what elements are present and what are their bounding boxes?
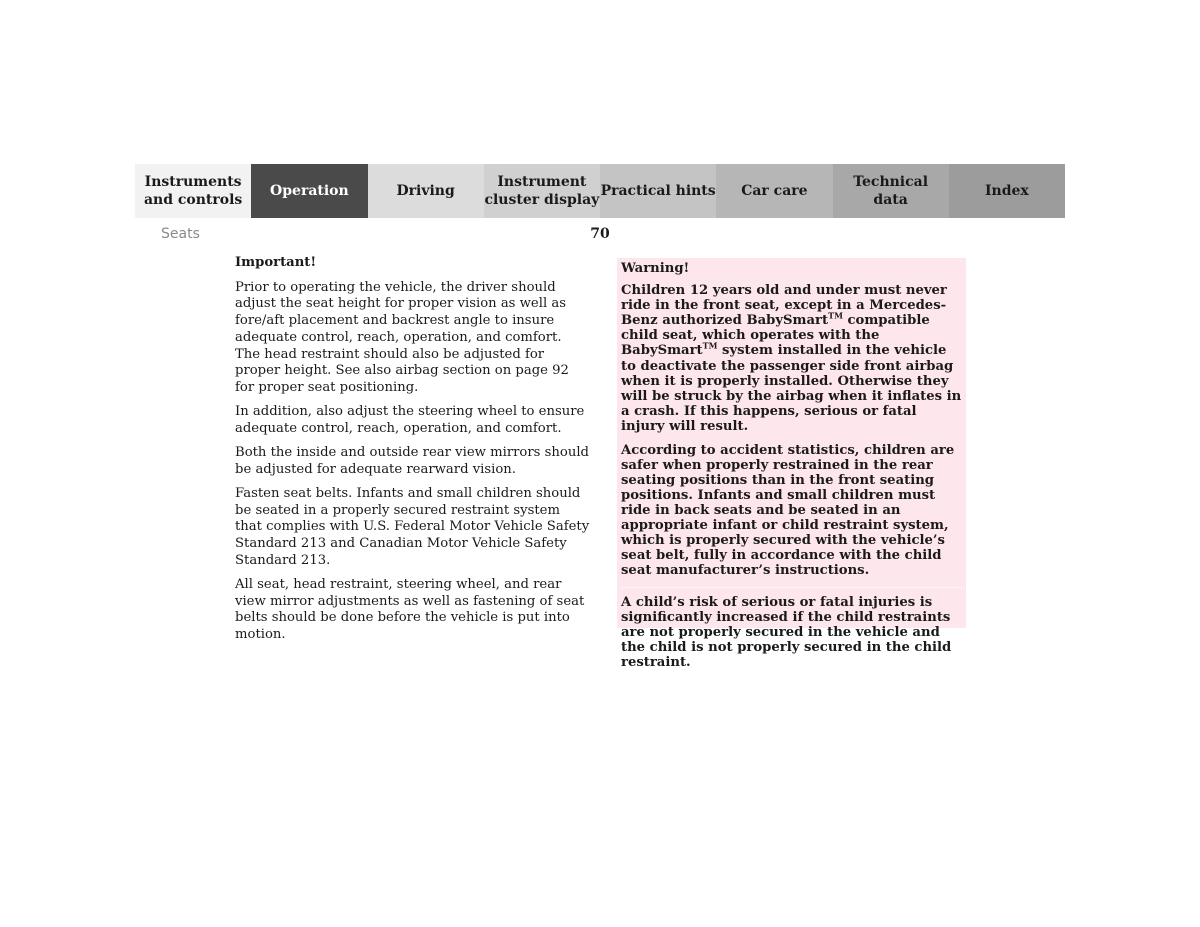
chapter-tab-bar [135, 164, 1065, 218]
paragraph: Fasten seat belts. Infants and small children should be seated in a properly secured restraint system that complies with U.S. Federal Motor Vehicle Safety Standard 213 and Canadian Motor Vehicle Safety Standard 213. [235, 485, 590, 568]
section-title: Seats [161, 226, 200, 242]
paragraph: Prior to operating the vehicle, the driver should adjust the seat height for proper vision as well as fore/aft placement and backrest angle to insure adequate control, reach, operation, and comfort. The head restraint should also be adjusted for proper height. See also airbag section on page 92 for proper seat positioning. [235, 279, 569, 395]
warning-box [617, 258, 966, 671]
tab-driving[interactable]: Driving [368, 164, 484, 218]
tab-instruments-and-controls[interactable]: Instruments and controls [135, 164, 251, 218]
tab-car-care[interactable]: Car care [716, 164, 832, 218]
warning-paragraph: A child’s risk of serious or fatal injuries is significantly increased if the child restraints are not properly secured in the vehicle and the child is not properly secured in the child restraint. [621, 594, 952, 671]
paragraph: All seat, head restraint, steering wheel, and rear view mirror adjustments as well as fastening of seat belts should be done before the vehicle is put into motion. [235, 576, 585, 643]
tab-practical-hints[interactable]: Practical hints [600, 164, 716, 218]
trademark-symbol: TM [702, 341, 718, 352]
main-text-column [235, 255, 590, 651]
page-number: 70 [590, 226, 610, 242]
warning-title: Warning! [621, 261, 690, 276]
warning-paragraph [621, 283, 962, 434]
paragraph: In addition, also adjust the steering wheel to ensure adequate control, reach, operation, and comfort. [235, 404, 585, 436]
warning-text: Children 12 years old and under must never ride in the front seat, except in a Mercedes-Benz authorized BabySmart [621, 283, 947, 329]
tab-technical-data[interactable]: Technical data [833, 164, 949, 218]
tab-instrument-cluster-display[interactable]: Instrument cluster display [484, 164, 600, 218]
important-heading: Important! [235, 255, 317, 270]
paragraph: Both the inside and outside rear view mirrors should be adjusted for adequate rearward vision. [235, 445, 589, 477]
warning-text: compatible child seat, which operates with the BabySmart [621, 313, 930, 359]
tab-index[interactable]: Index [949, 164, 1065, 218]
warning-text: system installed in the vehicle to deactivate the passenger side front airbag when it is properly installed. Otherwise they will be struck by the airbag when it inflates in a crash. If this happens, serious or fatal injury will result. [621, 343, 962, 434]
tab-operation[interactable]: Operation [251, 164, 367, 218]
divider [621, 587, 962, 588]
warning-paragraph: According to accident statistics, children are safer when properly restrained in the rear seating positions than in the front seating positions. Infants and small children must ride in back seats and be seated in an appropriate infant or child restraint system, which is properly secured with the vehicle’s seat belt, fully in accordance with the child seat manufacturer’s instructions. [621, 442, 955, 579]
trademark-symbol: TM [828, 310, 843, 321]
